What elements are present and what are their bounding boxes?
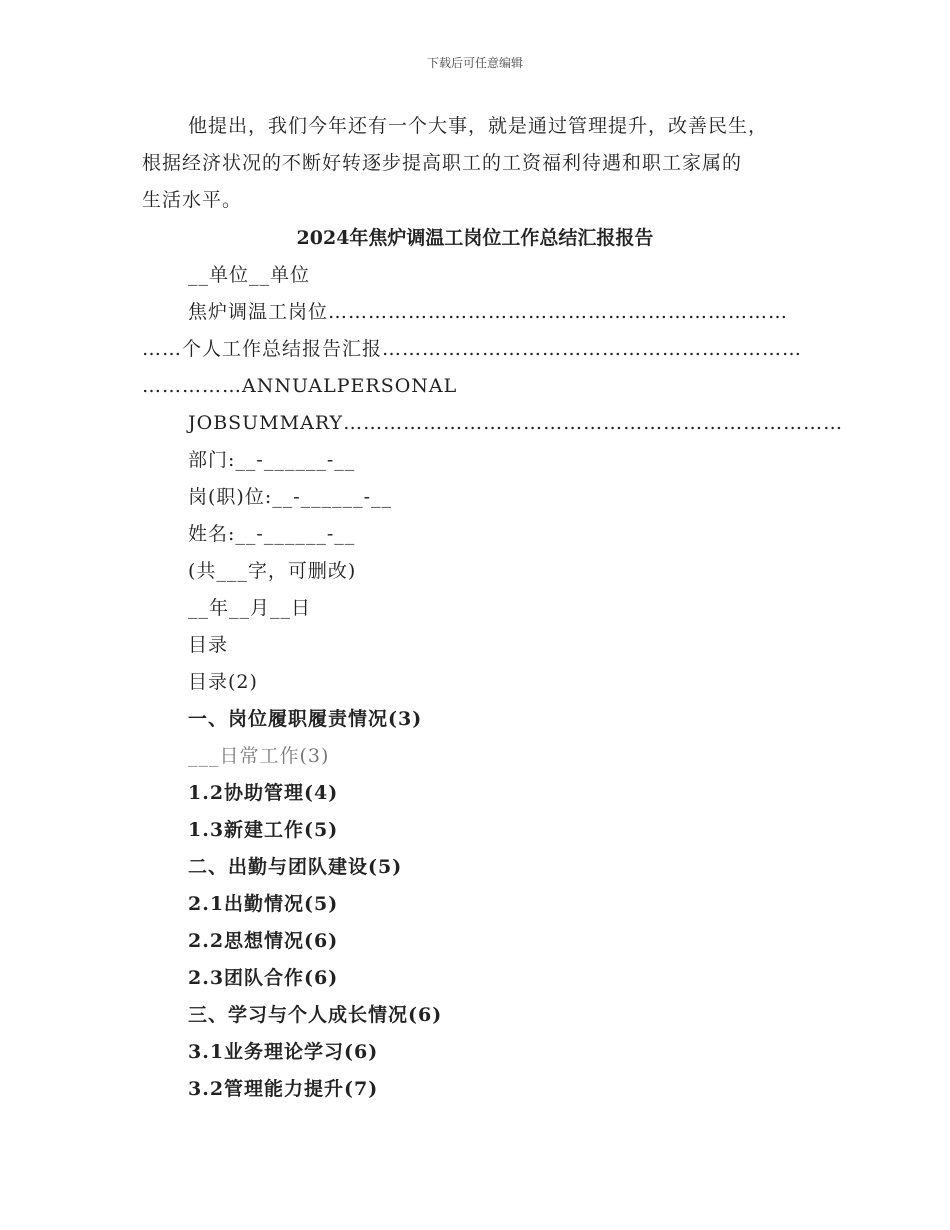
toc-item: ___日常工作(3): [188, 745, 330, 767]
toc-item: 2.3团队合作(6): [188, 967, 339, 989]
summary-line: JOBSUMMARY…………………………………………………………………: [188, 412, 844, 434]
toc-item: 3.2管理能力提升(7): [188, 1078, 379, 1100]
toc-item: 1.2协助管理(4): [188, 782, 339, 804]
department-field: 部门:__-______-__: [188, 449, 356, 471]
name-field: 姓名:__-______-__: [188, 523, 356, 545]
document-title: 2024年焦炉调温工岗位工作总结汇报报告: [296, 227, 654, 249]
word-count-note: (共___字，可删改): [188, 560, 357, 582]
position-field: 岗(职)位:__-______-__: [188, 486, 393, 508]
toc-item: 目录(2): [188, 671, 258, 693]
toc-item: 2.2思想情况(6): [188, 930, 339, 952]
toc-item: 一、岗位履职履责情况(3): [188, 708, 423, 730]
intro-line-2: 根据经济状况的不断好转逐步提高职工的工资福利待遇和职工家属的: [142, 152, 743, 174]
post-line: 焦炉调温工岗位……………………………………………………………: [188, 301, 789, 323]
toc-item: 三、学习与个人成长情况(6): [188, 1004, 443, 1026]
unit-line: __单位__单位: [188, 264, 311, 286]
toc-heading: 目录: [188, 634, 229, 656]
report-line: ……个人工作总结报告汇报………………………………………………………: [142, 338, 803, 360]
page-header: 下载后可任意编辑: [426, 56, 523, 70]
intro-line-1: 他提出，我们今年还有一个大事，就是通过管理提升，改善民生，: [188, 115, 769, 137]
toc-item: 1.3新建工作(5): [188, 819, 339, 841]
annual-line: ……………ANNUALPERSONAL: [142, 375, 458, 397]
toc-item: 二、出勤与团队建设(5): [188, 856, 403, 878]
toc-item: 2.1出勤情况(5): [188, 893, 339, 915]
date-field: __年__月__日: [188, 597, 312, 619]
intro-line-3: 生活水平。: [142, 189, 243, 211]
toc-item: 3.1业务理论学习(6): [188, 1041, 379, 1063]
